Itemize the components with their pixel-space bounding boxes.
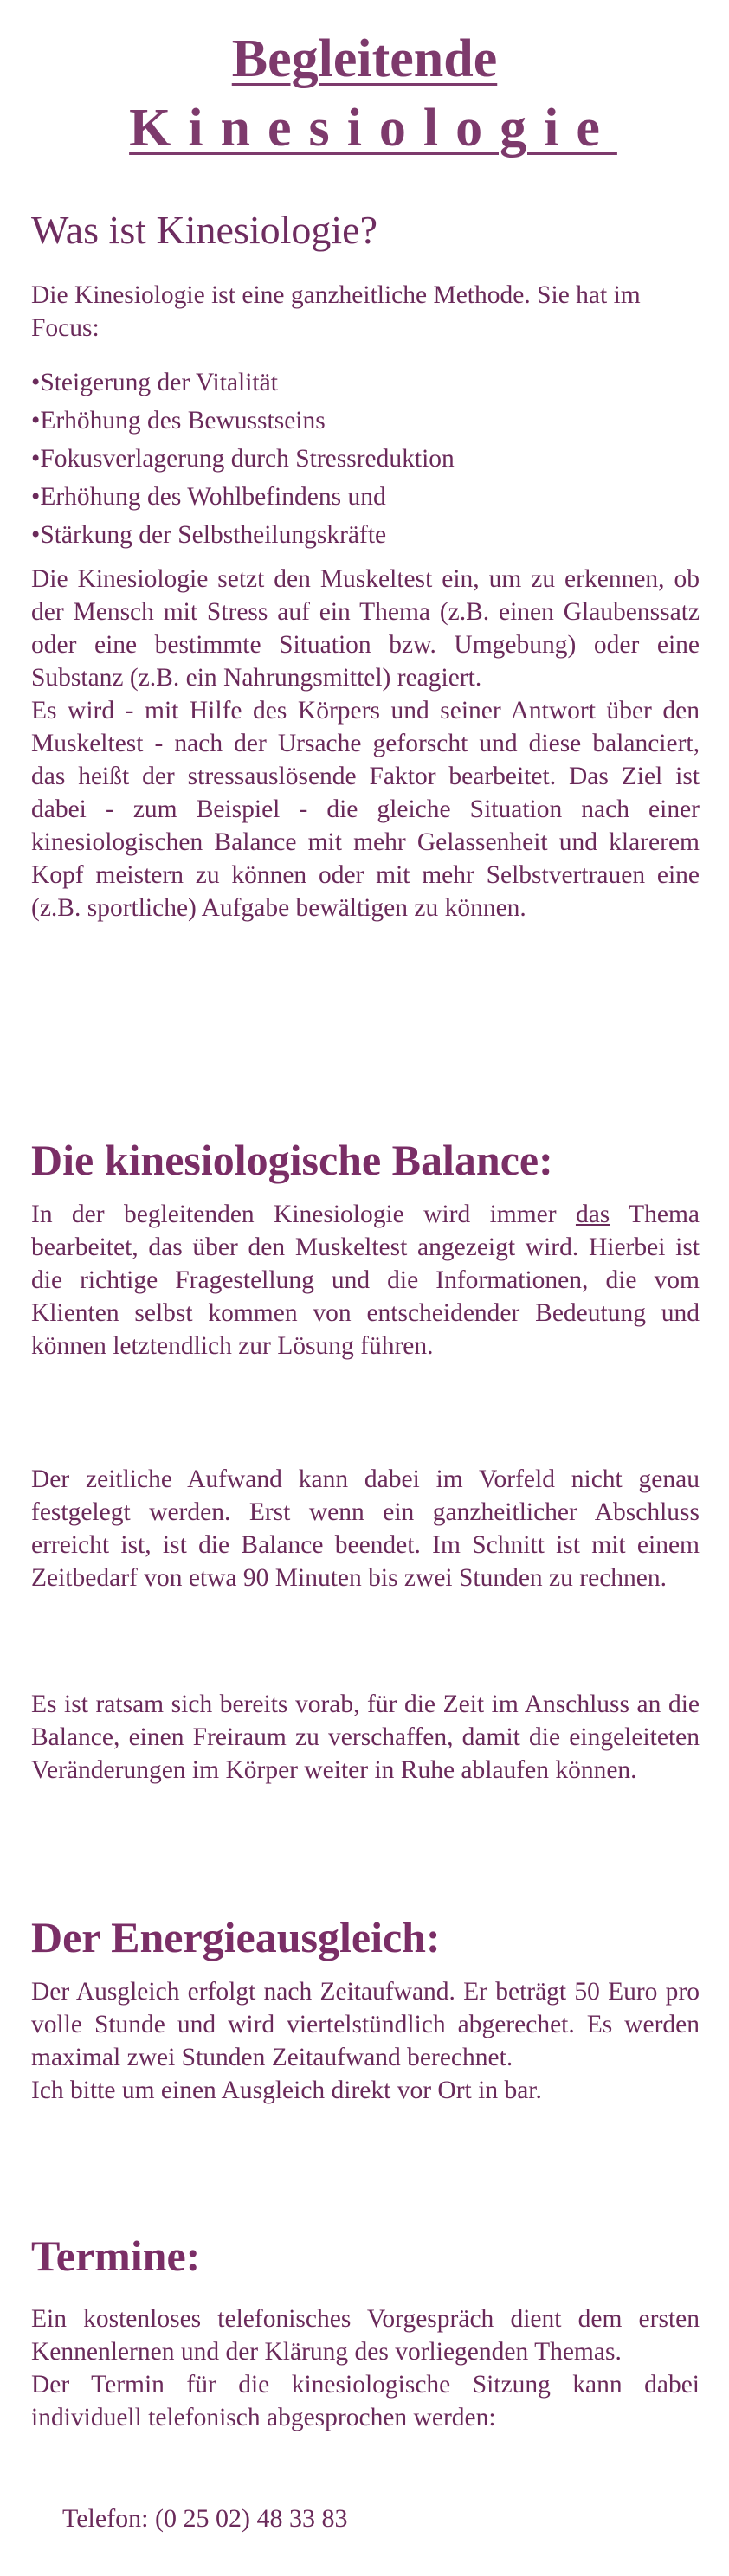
balance-text: Thema bearbeitet, das über den Muskeltest angezeigt wird. Hierbei ist die richtige Fragestellung und die Informationen, die vom Klienten selbst kommen von entscheidender Bedeutung und können letztendlich zur Lösung führen. xyxy=(31,1201,700,1360)
intro-paragraphs xyxy=(31,563,700,924)
bullet-item: •Erhöhung des Bewusstseins xyxy=(31,407,326,435)
appointments-paragraphs xyxy=(31,2302,700,2434)
section-balance xyxy=(31,1134,700,1186)
section-energy xyxy=(31,1911,700,1963)
balance-paragraph-2: Der zeitliche Aufwand kann dabei im Vorfeld nicht genau festgelegt werden. Erst wenn ein ganzheitlicher Abschluss erreicht ist, ist die Balance beendet. Im Schnitt ist mit einem Zeitbedarf von etwa 90 Minuten bis zwei Stunden zu rechnen. xyxy=(31,1465,700,1592)
intro-paragraph-1: Die Kinesiologie setzt den Muskeltest ein, um zu erkennen, ob der Mensch mit Stress auf ein Thema (z.B. einen Glaubenssatz oder eine bestimmte Situation bzw. Umgebung) oder eine Substanz (z.B. ein Nahrungsmittel) reagiert. xyxy=(31,565,700,692)
bullet-list xyxy=(31,364,700,554)
appointments-paragraph-1: Ein kostenloses telefonisches Vorgespräch dient dem ersten Kennenlernen und der Klärung des vorliegenden Themas. xyxy=(31,2305,700,2366)
bullet-item: •Stärkung der Selbstheilungskräfte xyxy=(31,521,387,549)
heading-energy: Der Energieausgleich: xyxy=(31,1913,441,1961)
bullet-item: •Steigerung der Vitalität xyxy=(31,369,278,396)
energy-paragraph-1: Der Ausgleich erfolgt nach Zeitaufwand. Er beträgt 50 Euro pro volle Stunde und wird viertelstündlich abgerechet. Es werden maximal zwei Stunden Zeitaufwand berechnet. xyxy=(31,1978,700,2071)
section-intro xyxy=(31,206,700,254)
balance-paragraph-2-block xyxy=(31,1463,700,1594)
bullet-list-block xyxy=(31,364,700,554)
energy-paragraph-2: Ich bitte um einen Ausgleich direkt vor Ort in bar. xyxy=(31,2077,542,2104)
appointments-paragraph-2: Der Termin für die kinesiologische Sitzung kann dabei individuell telefonisch abgesprochen werden: xyxy=(31,2371,700,2431)
section-appointments xyxy=(31,2230,700,2282)
title-line-1: Begleitende xyxy=(231,29,498,88)
balance-paragraph-1-block xyxy=(31,1198,700,1362)
heading-balance: Die kinesiologische Balance: xyxy=(31,1136,553,1184)
balance-text: In der begleitenden Kinesiologie wird immer xyxy=(31,1201,576,1228)
title-line-2: Kinesiologie xyxy=(129,99,617,158)
intro-lead-block xyxy=(31,279,700,345)
energy-paragraphs xyxy=(31,1975,700,2107)
heading-what-is-kinesiology: Was ist Kinesiologie? xyxy=(31,208,378,252)
balance-paragraph-3-block xyxy=(31,1688,700,1787)
balance-emphasis: das xyxy=(575,1201,610,1228)
balance-paragraph-3: Es ist ratsam sich bereits vorab, für die Zeit im Anschluss an die Balance, einen Freiraum zu verschaffen, damit die eingeleiteten Veränderungen im Körper weiter in Ruhe ablaufen können. xyxy=(31,1690,700,1784)
bullet-item: •Fokusverlagerung durch Stressreduktion xyxy=(31,445,455,473)
heading-appointments: Termine: xyxy=(31,2231,201,2280)
phone-number[interactable]: Telefon: (0 25 02) 48 33 83 xyxy=(62,2504,348,2533)
bullet-item: •Erhöhung des Wohlbefindens und xyxy=(31,483,386,511)
balance-paragraph-1 xyxy=(31,1198,700,1362)
intro-paragraph-2: Es wird - mit Hilfe des Körpers und seiner Antwort über den Muskeltest - nach der Ursache geforscht und diese balanciert, das heißt der stressauslösende Faktor bearbeitet. Das Ziel ist dabei - zum Beispiel - die gleiche Situation nach einer kinesiologischen Balance mit mehr Gelassenheit und klarerem Kopf meistern zu können oder mit mehr Selbstvertrauen eine (z.B. sportliche) Aufgabe bewältigen zu können. xyxy=(31,697,700,922)
intro-lead: Die Kinesiologie ist eine ganzheitliche Methode. Sie hat im Focus: xyxy=(31,281,641,342)
